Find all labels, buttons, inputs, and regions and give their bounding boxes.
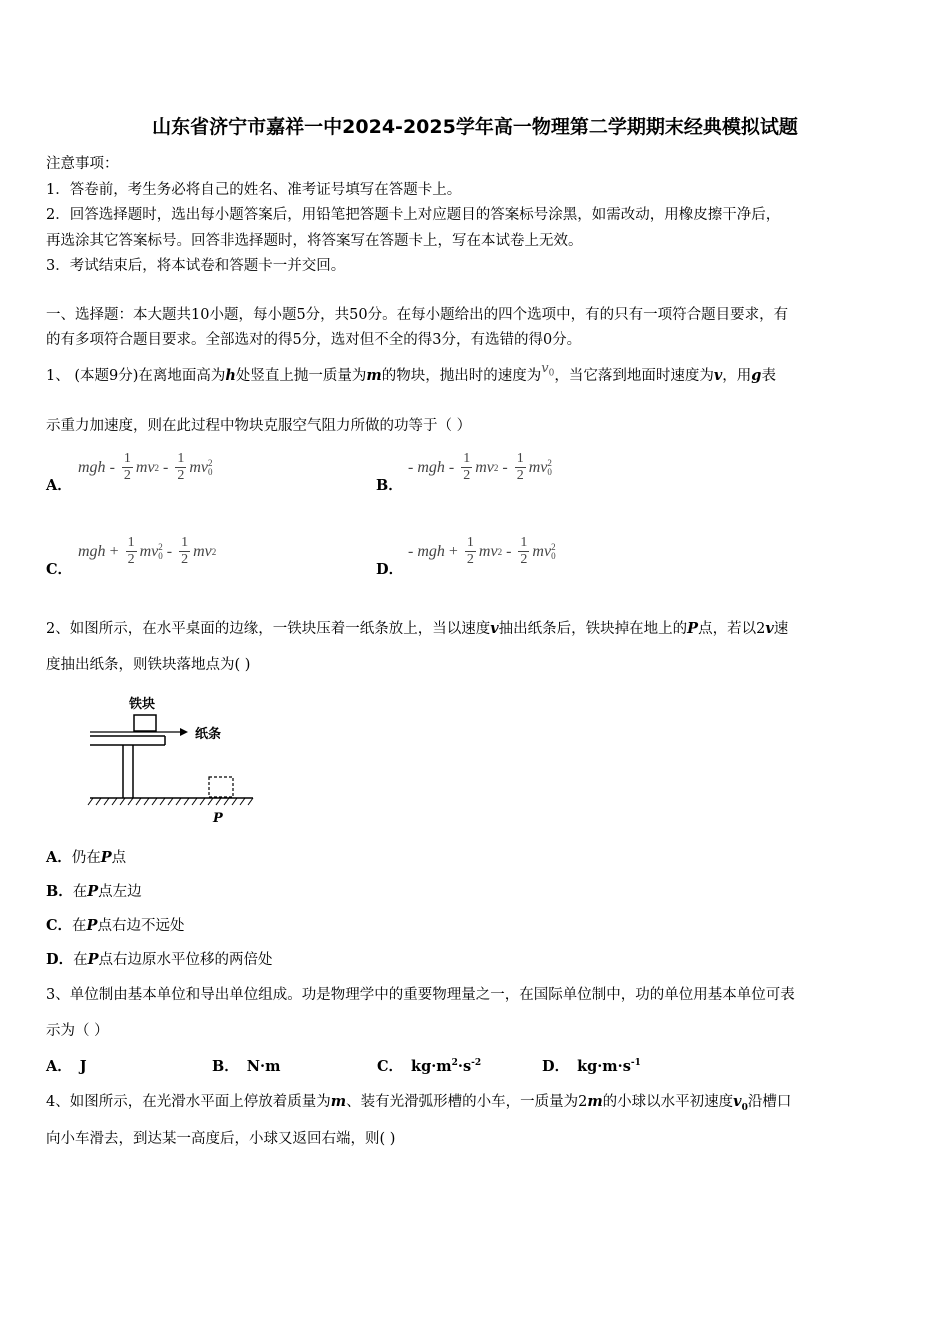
q2-stem-line2: 度抽出纸条，则铁块落地点为( )	[46, 657, 251, 673]
q1-option-a-formula: mgh - $\frac{1}{2}$ mv 2 - $\frac{1}{2}$ mv 2 0	[78, 451, 213, 483]
q3-stem: 3、单位制由基本单位和导出单位组成。功是物理学中的重要物理量之一，在国际单位制中，功的单位用基本单位可表	[46, 987, 795, 1003]
iron-block	[134, 715, 156, 731]
q4-stem-line2: 向小车滑去，到达某一高度后，小球又返回右端，则( )	[46, 1131, 396, 1147]
q3-stem-line2: 示为（ ）	[46, 1023, 109, 1039]
q2-option-d[interactable]: D．在P点右边原水平位移的两倍处	[46, 951, 273, 968]
q2-option-c[interactable]: C．在P点右边不远处	[46, 917, 185, 934]
q4-stem: 4、如图所示，在光滑水平面上停放着质量为m、装有光滑弧形槽的小车，一质量为2m的小球以水平初速度$v_0$沿槽口	[46, 1093, 792, 1113]
q3-option-a[interactable]: A． J	[46, 1058, 87, 1075]
q1-option-b-formula: - mgh - $\frac{1}{2}$ mv 2 - $\frac{1}{2}$ mv 2 0	[408, 451, 552, 483]
point-label: P	[213, 811, 223, 825]
notice-item: 1．答卷前，考生务必将自己的姓名、准考证号填写在答题卡上。	[46, 182, 462, 198]
landed-block	[209, 777, 233, 797]
q2-option-a[interactable]: A．仍在P点	[46, 849, 127, 866]
q1-option-a-label[interactable]: A．	[46, 477, 72, 494]
q1-option-c-label[interactable]: C．	[46, 561, 73, 578]
strip-label: 纸条	[195, 727, 222, 742]
block-label: 铁块	[129, 697, 156, 712]
q2-figure	[85, 690, 265, 829]
page-title: 山东省济宁市嘉祥一中2024-2025学年高一物理第二学期期末经典模拟试题	[152, 116, 798, 138]
q1-option-b-label[interactable]: B．	[376, 477, 403, 494]
q1-stem-line2: 示重力加速度，则在此过程中物块克服空气阻力所做的功等于（ ）	[46, 418, 472, 434]
q1-option-c-formula: mgh + $\frac{1}{2}$ mv 2 0 - $\frac{1}{2}$ mv 2	[78, 535, 217, 567]
q1-option-d-label[interactable]: D．	[376, 561, 404, 578]
notice-item: 2．回答选择题时，选出每小题答案后，用铅笔把答题卡上对应题目的答案标号涂黑，如需改动，用橡皮擦干净后，	[46, 207, 781, 223]
section-instructions: 的有多项符合题目要求。全部选对的得5分，选对但不全的得3分，有选错的得0分。	[46, 332, 582, 348]
notice-item: 再选涂其它答案标号。回答非选择题时，将答案写在答题卡上，写在本试卷上无效。	[46, 233, 583, 249]
q2-option-b[interactable]: B．在P点左边	[46, 883, 142, 900]
q2-stem: 2、如图所示，在水平桌面的边缘，一铁块压着一纸条放上，当以速度v抽出纸条后，铁块掉在地上的P点，若以2v速	[46, 620, 789, 637]
notice-heading: 注意事项：	[46, 156, 119, 172]
section-instructions: 一、选择题：本大题共10小题，每小题5分，共50分。在每小题给出的四个选项中，有的只有一项符合题目要求，有	[46, 307, 789, 323]
q1-option-d-formula: - mgh + $\frac{1}{2}$ mv 2 - $\frac{1}{2}$ mv 2 0	[408, 535, 556, 567]
q3-option-c[interactable]: C． $kg\cdot m^2\cdot s^{-2}$	[377, 1058, 482, 1075]
q3-option-b[interactable]: B． N·m	[212, 1058, 281, 1075]
v0-symbol: $v_0$	[541, 361, 555, 379]
table-diagram	[85, 690, 265, 825]
q1-stem: 1、 (本题9分)在离地面高为h处竖直上抛一质量为m的物块，抛出时的速度为$v_0$，当它落到地面时速度为v，用g表	[46, 361, 776, 384]
notice-item: 3．考试结束后，将本试卷和答题卡一并交回。	[46, 258, 346, 274]
q3-option-d[interactable]: D． $kg\cdot m\cdot s^{-1}$	[542, 1058, 641, 1075]
